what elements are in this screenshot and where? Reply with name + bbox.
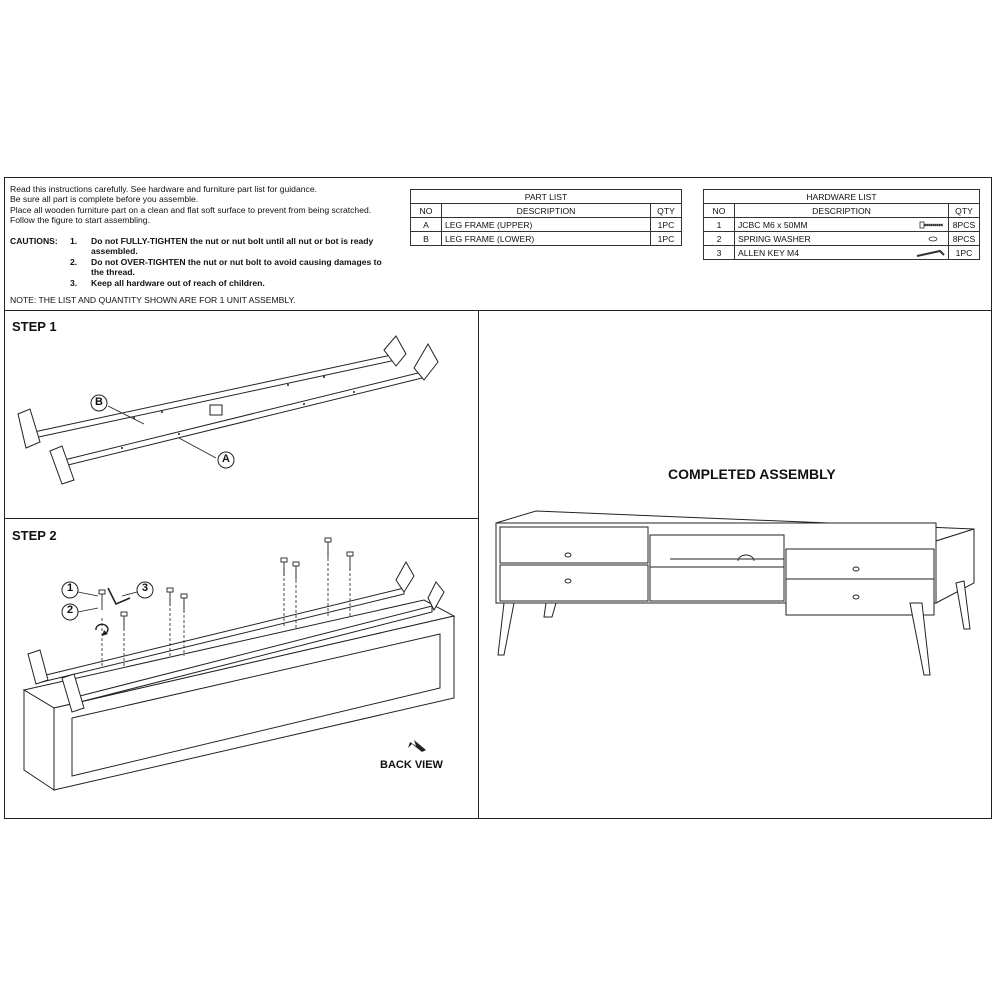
step2-illustration [4, 518, 478, 819]
hardware-qty: 8PCS [949, 218, 980, 232]
caution-text: Do not FULLY-TIGHTEN the nut or nut bolt until all nut or bot is ready assembled. [91, 236, 374, 257]
caution-text: Keep all hardware out of reach of children. [91, 278, 265, 288]
part-desc: LEG FRAME (UPPER) [442, 218, 651, 232]
washer-icon [928, 235, 938, 243]
assembly-note: NOTE: THE LIST AND QUANTITY SHOWN ARE FOR 1 UNIT ASSEMBLY. [10, 295, 296, 305]
caution-number: 1. [70, 236, 78, 246]
part-no: A [411, 218, 442, 232]
caution-number: 3. [70, 278, 78, 288]
hardware-desc: SPRING WASHER [738, 233, 811, 244]
callout-2: 2 [67, 604, 74, 616]
hardware-no: 3 [704, 246, 735, 260]
table-row [704, 232, 980, 246]
column-header: DESCRIPTION [442, 204, 651, 218]
hardware-desc-cell [735, 218, 949, 232]
intro-line: Follow the figure to start assembling. [10, 215, 150, 226]
table-row [411, 232, 682, 246]
intro-line: Place all wooden furniture part on a clean and flat soft surface to prevent from being scratched. [10, 204, 372, 215]
table-row [411, 218, 682, 232]
hardware-list-table [703, 189, 980, 260]
completed-assembly-illustration [490, 505, 980, 685]
intro-line: Read this instructions carefully. See hardware and furniture part list for guidance. [10, 184, 317, 194]
column-header: NO [704, 204, 735, 218]
caution-text: Do not OVER-TIGHTEN the nut or nut bolt to avoid causing damages to the thread. [91, 257, 382, 278]
back-view-label: BACK VIEW [380, 759, 443, 771]
callout-a: A [222, 453, 230, 465]
step1-title: STEP 1 [12, 319, 57, 334]
table-row [704, 246, 980, 260]
part-qty: 1PC [651, 232, 682, 246]
hardware-no: 1 [704, 218, 735, 232]
step2-title: STEP 2 [12, 528, 57, 543]
column-header: DESCRIPTION [735, 204, 949, 218]
column-header: QTY [651, 204, 682, 218]
part-list-title: PART LIST [411, 190, 682, 204]
table-row [704, 218, 980, 232]
intro-text [10, 184, 405, 226]
hardware-no: 2 [704, 232, 735, 246]
part-desc: LEG FRAME (LOWER) [442, 232, 651, 246]
hardware-desc-cell [735, 232, 949, 246]
bolt-icon [920, 221, 944, 229]
part-qty: 1PC [651, 218, 682, 232]
callout-1: 1 [67, 582, 74, 594]
cautions-label: CAUTIONS: [10, 236, 58, 246]
allen-key-icon [916, 248, 946, 258]
callout-3: 3 [142, 582, 149, 594]
column-header: QTY [949, 204, 980, 218]
step1-illustration [4, 310, 478, 518]
hardware-qty: 8PCS [949, 232, 980, 246]
column-header: NO [411, 204, 442, 218]
hardware-desc-cell [735, 246, 949, 260]
callout-b: B [95, 396, 103, 408]
completed-assembly-title: COMPLETED ASSEMBLY [668, 466, 836, 482]
hardware-list-title: HARDWARE LIST [704, 190, 980, 204]
intro-line: Be sure all part is complete before you assemble. [10, 194, 199, 205]
part-no: B [411, 232, 442, 246]
part-list-table [410, 189, 682, 246]
hardware-qty: 1PC [949, 246, 980, 260]
column-divider [478, 310, 479, 819]
caution-number: 2. [70, 257, 78, 267]
hardware-desc: ALLEN KEY M4 [738, 247, 799, 258]
hardware-desc: JCBC M6 x 50MM [738, 219, 808, 230]
